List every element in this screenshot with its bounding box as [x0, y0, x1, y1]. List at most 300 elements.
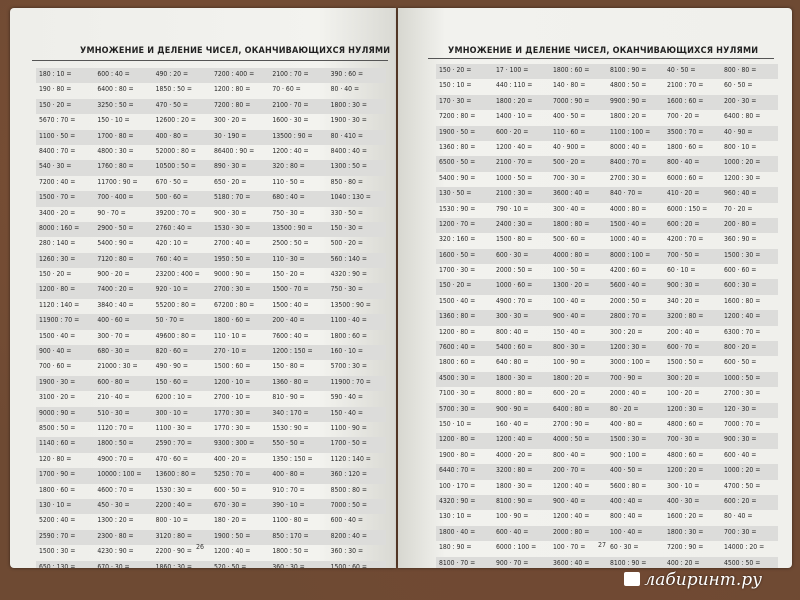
exercise-cell: 1500 : 50 =: [667, 358, 704, 367]
exercise-cell: 4320 : 90 =: [436, 495, 493, 510]
exercise-cell: 150 · 60 =: [153, 376, 211, 391]
exercise-cell: 840 · 70 =: [607, 187, 664, 202]
exercise-cell: 600 : 40 =: [94, 68, 152, 83]
exercise-cell: 900 · 90 =: [493, 403, 550, 418]
exercise-cell: 1800 : 50 =: [272, 547, 309, 556]
exercise-cell: 420 : 10 =: [155, 239, 189, 248]
exercise-cell: 750 · 30 =: [328, 283, 386, 298]
exercise-cell: 540 · 30 =: [36, 160, 94, 175]
exercise-cell: 750 · 30 =: [272, 208, 305, 217]
exercise-cell: 1500 : 60 =: [213, 362, 251, 371]
exercise-cell: 4800 : 60 =: [667, 419, 704, 428]
exercise-cell: 11900 : 70 =: [36, 314, 94, 329]
exercise-cell: 8100 · 70 =: [436, 557, 493, 569]
exercise-cell: 11700 : 90 =: [97, 177, 138, 186]
exercise-cell: 900 : 30 =: [664, 279, 721, 294]
exercise-cell: 2590 : 70 =: [36, 530, 94, 545]
exercise-cell: 4000 : 80 =: [610, 204, 647, 213]
exercise-cell: 600 · 40 =: [724, 450, 757, 459]
exercise-cell: 80 · 40 =: [330, 85, 360, 94]
exercise-cell: 200 · 30 =: [721, 95, 778, 110]
exercise-cell: 300 · 20 =: [213, 116, 247, 125]
title-underline: [428, 58, 774, 59]
exercise-cell: 60 · 30 =: [610, 543, 639, 552]
exercise-cell: 4000 : 50 =: [550, 433, 607, 448]
exercise-cell: 2100 : 70 =: [269, 68, 327, 83]
exercise-cell: 10500 : 50 =: [153, 160, 211, 175]
exercise-cell: 410 · 20 =: [664, 187, 721, 202]
exercise-cell: 14000 : 20 =: [724, 543, 765, 552]
exercise-cell: 800 : 40 =: [610, 512, 643, 521]
exercise-cell: 5700 : 30 =: [436, 403, 493, 418]
right-page: [398, 8, 792, 568]
exercise-cell: 8100 : 90 =: [493, 495, 550, 510]
exercise-cell: 1800 : 20 =: [493, 95, 550, 110]
exercise-cell: 5600 · 40 =: [607, 279, 664, 294]
exercise-cell: 400 · 80 =: [610, 419, 643, 428]
exercise-cell: 40 · 50 =: [664, 64, 721, 79]
exercise-cell: 1200 : 30 =: [664, 403, 721, 418]
exercise-cell: 5400 : 90 =: [439, 173, 476, 182]
exercise-cell: 2760 : 40 =: [153, 222, 211, 237]
exercise-cell: 100 · 40 =: [607, 526, 664, 541]
exercise-cell: 670 · 50 =: [155, 177, 188, 186]
exercise-cell: 7000 : 70 =: [724, 419, 761, 428]
exercise-cell: 1200 · 40 =: [496, 142, 533, 151]
exercise-cell: 1800 · 60 =: [211, 314, 269, 329]
exercise-cell: 110 · 60 =: [550, 126, 607, 141]
exercise-cell: 1600 · 50 =: [436, 249, 493, 264]
exercise-cell: 8400 : 70 =: [39, 146, 76, 155]
exercise-cell: 1700 · 80 =: [94, 130, 152, 145]
exercise-cell: 1360 : 80 =: [439, 142, 476, 151]
exercise-cell: 180 · 20 =: [213, 516, 247, 525]
exercise-cell: 810 · 90 =: [272, 393, 305, 402]
exercise-cell: 800 : 40 =: [496, 327, 529, 336]
exercise-cell: 1800 · 30 =: [493, 372, 550, 387]
exercise-cell: 5200 : 40 =: [39, 516, 76, 525]
exercise-cell: 8000 : 40 =: [610, 142, 647, 151]
exercise-cell: 1260 : 30 =: [36, 253, 94, 268]
exercise-cell: 8400 : 70 =: [607, 156, 664, 171]
exercise-cell: 1800 : 50 =: [94, 437, 152, 452]
exercise-cell: 6440 : 70 =: [436, 464, 493, 479]
exercise-cell: 910 : 70 =: [272, 485, 305, 494]
exercise-cell: 100 · 170 =: [439, 481, 476, 490]
exercise-cell: 1000 : 20 =: [721, 464, 778, 479]
exercise-cell: 2000 : 40 =: [610, 389, 647, 398]
exercise-cell: 800 · 10 =: [155, 516, 188, 525]
exercise-cell: 3120 : 80 =: [153, 530, 211, 545]
exercise-cell: 1360 · 80 =: [269, 376, 327, 391]
exercise-cell: 1200 : 30 =: [724, 173, 761, 182]
exercise-cell: 1950 : 50 =: [211, 253, 269, 268]
exercise-cell: 1200 · 70 =: [436, 218, 493, 233]
exercise-cell: 17 · 100 =: [493, 64, 550, 79]
exercise-cell: 1300 · 20 =: [550, 279, 607, 294]
exercise-cell: 670 · 30 =: [94, 561, 152, 569]
exercise-cell: 2400 : 30 =: [493, 218, 550, 233]
exercise-cell: 150 · 20 =: [436, 64, 493, 79]
exercise-cell: 13500 : 90 =: [330, 300, 371, 309]
exercise-cell: 700 · 60 =: [39, 362, 72, 371]
exercise-cell: 900 : 30 =: [721, 433, 778, 448]
exercise-cell: 1700 · 90 =: [36, 468, 94, 483]
exercise-cell: 1100 · 50 =: [36, 130, 94, 145]
exercise-cell: 13500 : 90 =: [269, 130, 327, 145]
exercise-cell: 1200 : 40 =: [493, 433, 550, 448]
exercise-cell: 140 · 80 =: [553, 81, 586, 90]
exercise-cell: 100 · 50 =: [553, 266, 586, 275]
exercise-cell: 110 · 50 =: [272, 177, 305, 186]
exercise-cell: 7200 : 80 =: [439, 112, 476, 121]
exercise-cell: 360 : 90 =: [724, 235, 757, 244]
exercise-cell: 1900 · 80 =: [439, 450, 476, 459]
exercise-cell: 2800 : 70 =: [607, 310, 664, 325]
exercise-cell: 90 · 70 =: [97, 208, 126, 217]
exercise-cell: 80 · 40 =: [724, 512, 753, 521]
exercise-cell: 6400 : 80 =: [97, 85, 134, 94]
exercise-cell: 130 · 10 =: [36, 499, 94, 514]
exercise-cell: 1100 · 90 =: [330, 423, 367, 432]
exercise-cell: 8500 : 50 =: [39, 423, 76, 432]
exercise-cell: 1000 : 50 =: [721, 372, 778, 387]
exercise-cell: 300 · 30 =: [493, 310, 550, 325]
exercise-cell: 150 : 10 =: [439, 81, 472, 90]
exercise-cell: 1200 : 40 =: [553, 512, 590, 521]
exercise-cell: 700 · 20 =: [667, 112, 700, 121]
exercise-cell: 30 · 190 =: [211, 130, 269, 145]
exercise-cell: 760 : 40 =: [153, 253, 211, 268]
exercise-cell: 650 · 20 =: [213, 177, 247, 186]
exercise-cell: 7200 : 80 =: [211, 99, 269, 114]
exercise-cell: 1800 : 20 =: [610, 112, 647, 121]
exercise-cell: 1120 : 140 =: [39, 300, 80, 309]
exercise-cell: 1530 · 30 =: [211, 222, 269, 237]
exercise-cell: 150 · 20 =: [36, 99, 94, 114]
exercise-cell: 50 · 70 =: [153, 314, 211, 329]
exercise-cell: 1200 : 40 =: [272, 146, 309, 155]
exercise-cell: 1900 · 50 =: [436, 126, 493, 141]
labirint-logo-icon: [624, 572, 640, 586]
exercise-cell: 890 · 30 =: [211, 160, 269, 175]
exercise-cell: 2700 : 30 =: [211, 283, 269, 298]
exercise-cell: 400 : 40 =: [607, 495, 664, 510]
exercise-cell: 1200 : 40 =: [213, 547, 251, 556]
exercise-cell: 1200 : 20 =: [664, 464, 721, 479]
exercise-cell: 1800 : 20 =: [550, 372, 607, 387]
exercise-cell: 360 : 120 =: [328, 468, 386, 483]
exercise-cell: 8000 : 100 =: [607, 249, 664, 264]
exercise-cell: 1500 · 40 =: [39, 331, 76, 340]
exercise-cell: 1200 : 150 =: [269, 345, 327, 360]
exercise-cell: 590 · 40 =: [330, 393, 363, 402]
exercise-cell: 150 · 20 =: [272, 270, 305, 279]
exercise-cell: 200 · 80 =: [721, 218, 778, 233]
exercise-cell: 450 · 30 =: [94, 499, 152, 514]
exercise-cell: 67200 : 80 =: [213, 300, 255, 309]
exercise-cell: 1800 : 30 =: [664, 526, 721, 541]
exercise-cell: 600 · 80 =: [94, 376, 152, 391]
exercise-cell: 800 · 40 =: [553, 450, 586, 459]
exercise-cell: 700 · 400 =: [94, 191, 152, 206]
exercise-cell: 200 · 40 =: [269, 314, 327, 329]
exercise-cell: 3000 : 100 =: [610, 358, 651, 367]
exercise-cell: 500 · 20 =: [550, 156, 607, 171]
exercise-cell: 6300 : 70 =: [724, 327, 761, 336]
exercise-cell: 1000 · 60 =: [493, 279, 550, 294]
exercise-cell: 560 : 140 =: [328, 253, 386, 268]
exercise-cell: 3840 : 40 =: [97, 300, 134, 309]
exercise-cell: 800 · 80 =: [721, 64, 778, 79]
exercise-cell: 86400 : 90 =: [213, 146, 255, 155]
exercise-cell: 4200 : 70 =: [667, 235, 704, 244]
exercise-cell: 80 · 410 =: [328, 130, 386, 145]
exercise-cell: 800 · 20 =: [721, 341, 778, 356]
exercise-cell: 400 · 50 =: [607, 464, 664, 479]
exercise-cell: 1600 : 20 =: [667, 512, 704, 521]
exercise-cell: 1000 : 20 =: [721, 156, 778, 171]
exercise-cell: 7120 : 80 =: [94, 253, 152, 268]
exercise-cell: 670 · 30 =: [211, 499, 269, 514]
exercise-cell: 900 · 40 =: [36, 345, 94, 360]
exercise-cell: 1530 : 90 =: [272, 423, 309, 432]
exercise-cell: 1360 : 80 =: [436, 310, 493, 325]
exercise-cell: 400 · 60 =: [94, 314, 152, 329]
exercise-cell: 1600 : 80 =: [724, 296, 761, 305]
exercise-cell: 1200 : 40 =: [721, 310, 778, 325]
exercise-cell: 700 · 90 =: [607, 372, 664, 387]
exercise-cell: 1200 · 10 =: [211, 376, 269, 391]
exercise-cell: 280 : 140 =: [39, 239, 76, 248]
exercise-cell: 130 · 50 =: [436, 187, 493, 202]
exercise-cell: 600 · 40 =: [330, 516, 363, 525]
exercise-cell: 2200 : 40 =: [153, 499, 211, 514]
exercise-cell: 180 : 90 =: [439, 543, 472, 552]
exercise-cell: 1140 : 60 =: [36, 437, 94, 452]
exercise-cell: 4900 : 70 =: [97, 454, 134, 463]
exercise-cell: 400 · 50 =: [553, 112, 586, 121]
exercise-cell: 1500 · 70 =: [269, 283, 327, 298]
exercise-cell: 2200 · 90 =: [155, 547, 192, 556]
exercise-cell: 10000 : 100 =: [94, 468, 152, 483]
exercise-cell: 7400 : 20 =: [94, 283, 152, 298]
exercise-cell: 700 : 30 =: [721, 526, 778, 541]
exercise-cell: 1770 : 30 =: [213, 423, 251, 432]
exercise-cell: 6000 : 100 =: [496, 543, 537, 552]
exercise-cell: 920 · 10 =: [153, 283, 211, 298]
exercise-grid: [436, 64, 778, 568]
exercise-cell: 1760 : 80 =: [94, 160, 152, 175]
exercise-cell: 40 · 90 =: [721, 126, 778, 141]
exercise-cell: 6000 : 150 =: [667, 204, 708, 213]
exercise-cell: 490 · 90 =: [155, 362, 188, 371]
exercise-cell: 1800 : 60 =: [550, 64, 607, 79]
exercise-cell: 1600 : 60 =: [664, 95, 721, 110]
exercise-cell: 8000 : 80 =: [496, 389, 533, 398]
exercise-cell: 900 · 40 =: [550, 310, 607, 325]
exercise-cell: 1860 : 30 =: [153, 561, 211, 569]
exercise-cell: 700 · 30 =: [553, 173, 586, 182]
exercise-cell: 900 · 40 =: [550, 495, 607, 510]
exercise-cell: 70 · 60 =: [272, 85, 301, 94]
exercise-cell: 1300 : 20 =: [97, 516, 134, 525]
exercise-cell: 1000 · 50 =: [496, 173, 533, 182]
exercise-cell: 550 · 50 =: [269, 437, 327, 452]
exercise-cell: 600 · 20 =: [493, 126, 550, 141]
exercise-cell: 3600 : 40 =: [550, 187, 607, 202]
exercise-cell: 1500 : 30 =: [39, 547, 76, 556]
exercise-cell: 2300 · 80 =: [94, 530, 152, 545]
exercise-cell: 1900 : 50 =: [211, 530, 269, 545]
exercise-cell: 21000 : 30 =: [97, 362, 138, 371]
exercise-cell: 6200 : 10 =: [155, 393, 193, 402]
exercise-cell: 900 : 100 =: [610, 450, 647, 459]
exercise-cell: 190 · 80 =: [39, 85, 72, 94]
exercise-cell: 1120 : 70 =: [97, 423, 134, 432]
exercise-cell: 6000 : 60 =: [667, 173, 704, 182]
title-underline: [32, 60, 388, 61]
exercise-cell: 490 : 20 =: [153, 68, 211, 83]
exercise-cell: 52000 : 80 =: [155, 146, 196, 155]
exercise-cell: 100 · 70 =: [553, 543, 586, 552]
exercise-cell: 2100 · 70 =: [269, 99, 327, 114]
exercise-cell: 120 · 80 =: [39, 454, 72, 463]
open-workbook: [10, 8, 794, 568]
exercise-cell: 8000 : 160 =: [36, 222, 94, 237]
exercise-cell: 4000 · 20 =: [496, 450, 533, 459]
exercise-cell: 390 : 60 =: [328, 68, 386, 83]
exercise-cell: 8400 : 40 =: [330, 146, 368, 155]
exercise-cell: 600 · 40 =: [493, 526, 550, 541]
exercise-cell: 1600 · 30 =: [272, 116, 309, 125]
exercise-cell: 2700 · 10 =: [213, 393, 251, 402]
exercise-cell: 1900 · 30 =: [330, 116, 367, 125]
exercise-cell: 5250 : 70 =: [211, 468, 269, 483]
exercise-cell: 850 : 170 =: [269, 530, 327, 545]
exercise-cell: 7000 : 50 =: [328, 499, 386, 514]
exercise-cell: 100 · 90 =: [496, 512, 529, 521]
exercise-cell: 5400 : 60 =: [493, 341, 550, 356]
exercise-cell: 1200 : 40 =: [553, 481, 590, 490]
exercise-cell: 4320 : 90 =: [330, 270, 368, 279]
exercise-cell: 4200 : 60 =: [610, 266, 647, 275]
exercise-cell: 1500 · 40 =: [439, 296, 476, 305]
exercise-cell: 400 · 80 =: [153, 130, 211, 145]
exercise-cell: 320 : 160 =: [439, 235, 476, 244]
exercise-cell: 9000 : 90 =: [36, 407, 94, 422]
exercise-cell: 1500 : 30 =: [721, 249, 778, 264]
exercise-cell: 4800 : 30 =: [97, 146, 134, 155]
exercise-cell: 1700 · 50 =: [328, 437, 386, 452]
exercise-cell: 39200 : 70 =: [155, 208, 196, 217]
exercise-cell: 650 : 130 =: [36, 561, 94, 569]
exercise-cell: 600 · 50 =: [724, 358, 757, 367]
exercise-cell: 4500 : 30 =: [436, 372, 493, 387]
exercise-cell: 1200 · 80 =: [439, 327, 476, 336]
exercise-cell: 2100 : 70 =: [667, 81, 704, 90]
exercise-cell: 150 · 40 =: [553, 327, 586, 336]
page-number: 26: [196, 543, 205, 551]
exercise-cell: 1120 : 140 =: [330, 454, 371, 463]
exercise-cell: 1500 : 60 =: [328, 561, 386, 569]
exercise-cell: 600 · 70 =: [664, 341, 721, 356]
exercise-cell: 13500 : 90 =: [269, 222, 327, 237]
exercise-cell: 500 · 60 =: [153, 191, 211, 206]
exercise-cell: 1200 · 80 =: [436, 433, 493, 448]
exercise-cell: 120 · 30 =: [721, 403, 778, 418]
exercise-cell: 5180 : 70 =: [211, 191, 269, 206]
exercise-cell: 4500 : 50 =: [721, 557, 778, 569]
exercise-cell: 1500 · 70 =: [36, 191, 94, 206]
exercise-cell: 340 : 20 =: [667, 296, 700, 305]
exercise-cell: 700 · 30 =: [664, 433, 721, 448]
exercise-cell: 1850 : 50 =: [155, 85, 193, 94]
exercise-cell: 2000 : 80 =: [550, 526, 607, 541]
page-title: УМНОЖЕНИЕ И ДЕЛЕНИЕ ЧИСЕЛ, ОКАНЧИВАЮЩИХСЯ НУЛЯМИ: [80, 46, 391, 56]
exercise-cell: 390 · 10 =: [269, 499, 327, 514]
exercise-cell: 500 · 60 =: [553, 235, 586, 244]
page-title: УМНОЖЕНИЕ И ДЕЛЕНИЕ ЧИСЕЛ, ОКАНЧИВАЮЩИХСЯ НУЛЯМИ: [448, 46, 759, 56]
exercise-cell: 2500 : 50 =: [272, 239, 309, 248]
exercise-cell: 210 · 40 =: [97, 393, 130, 402]
exercise-cell: 60 · 50 =: [724, 81, 753, 90]
exercise-cell: 640 : 80 =: [496, 358, 529, 367]
exercise-cell: 2700 : 90 =: [553, 419, 590, 428]
exercise-cell: 1800 · 30 =: [496, 481, 533, 490]
exercise-cell: 4700 : 50 =: [724, 481, 761, 490]
exercise-cell: 3400 · 20 =: [39, 208, 76, 217]
left-page: [10, 8, 396, 568]
exercise-cell: 270 · 10 =: [211, 345, 269, 360]
exercise-cell: 7100 · 30 =: [439, 389, 476, 398]
exercise-cell: 1800 · 60 =: [39, 485, 76, 494]
exercise-cell: 800 · 10 =: [724, 142, 757, 151]
exercise-cell: 470 · 50 =: [153, 99, 211, 114]
exercise-cell: 300 · 70 =: [97, 331, 130, 340]
exercise-cell: 7600 : 40 =: [272, 331, 309, 340]
exercise-cell: 1500 : 40 =: [272, 300, 309, 309]
exercise-cell: 600 : 30 =: [721, 279, 778, 294]
exercise-cell: 900 · 70 =: [493, 557, 550, 569]
exercise-cell: 150 · 80 =: [272, 362, 305, 371]
exercise-cell: 1530 : 30 =: [155, 485, 193, 494]
exercise-cell: 1000 : 40 =: [610, 235, 647, 244]
exercise-cell: 5600 : 80 =: [610, 481, 647, 490]
exercise-cell: 200 · 70 =: [550, 464, 607, 479]
exercise-cell: 3200 : 80 =: [664, 310, 721, 325]
exercise-cell: 4800 : 60 =: [667, 450, 704, 459]
exercise-cell: 510 · 30 =: [94, 407, 152, 422]
exercise-cell: 1400 · 10 =: [496, 112, 533, 121]
exercise-cell: 6400 : 80 =: [724, 112, 761, 121]
exercise-cell: 150 · 40 =: [328, 407, 386, 422]
exercise-cell: 960 : 40 =: [721, 187, 778, 202]
exercise-cell: 600 · 50 =: [213, 485, 247, 494]
exercise-cell: 1100 : 100 =: [607, 126, 664, 141]
exercise-cell: 470 · 60 =: [155, 454, 188, 463]
exercise-cell: 3250 : 50 =: [94, 99, 152, 114]
exercise-cell: 600 : 20 =: [664, 218, 721, 233]
page-number: 27: [598, 541, 607, 549]
exercise-cell: 23200 : 400 =: [155, 270, 200, 279]
exercise-cell: 520 · 50 =: [211, 561, 269, 569]
exercise-cell: 55200 : 80 =: [155, 300, 196, 309]
exercise-cell: 4230 : 90 =: [97, 547, 134, 556]
exercise-cell: 7200 : 400 =: [211, 68, 269, 83]
exercise-cell: 340 : 170 =: [269, 407, 327, 422]
exercise-cell: 400 · 30 =: [664, 495, 721, 510]
